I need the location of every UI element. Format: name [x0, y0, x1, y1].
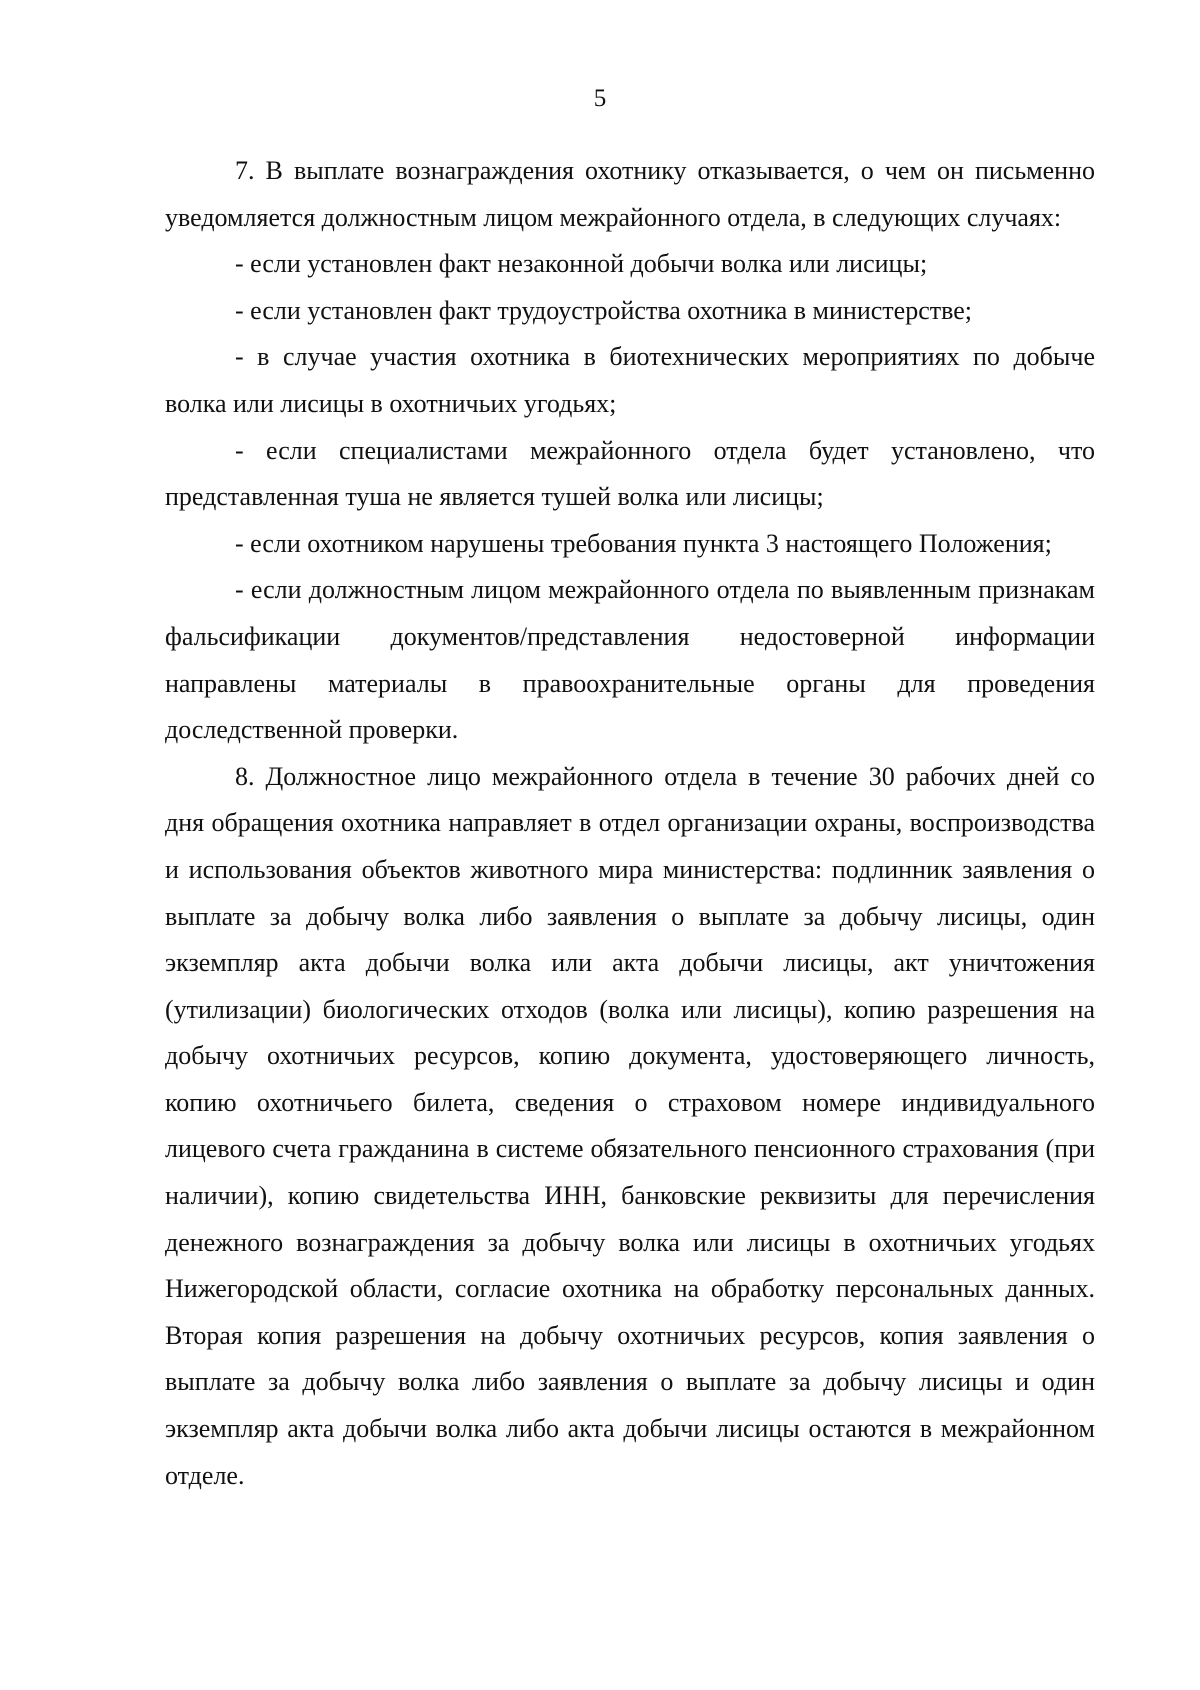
list-item-carcass-mismatch: - если специалистами межрайонного отдела будет установлено, что представленная туша не является тушей волка или лисицы; — [165, 435, 1095, 512]
page-number: 5 — [593, 85, 607, 112]
document-body — [165, 148, 1095, 1499]
list-item-clause-3-violation: - если охотником нарушены требования пункта 3 настоящего Положения; — [235, 528, 1052, 558]
list-item-falsification: - если должностным лицом межрайонного отдела по выявленным признакам фальсификации документов/представления недостоверной информации направлены материалы в правоохранительные органы для проведения доследственной проверки. — [165, 575, 1095, 745]
list-item-illegal-hunting: - если установлен факт незаконной добычи волка или лисицы; — [235, 249, 928, 279]
list-item-employment: - если установлен факт трудоустройства охотника в министерстве; — [235, 295, 972, 325]
paragraph-7-intro: 7. В выплате вознаграждения охотнику отказывается, о чем он письменно уведомляется должностным лицом межрайонного отдела, в следующих случаях: — [165, 156, 1095, 232]
list-item-biotechnical-participation: - в случае участия охотника в биотехнических мероприятиях по добыче волка или лисицы в охотничьих угодьях; — [165, 342, 1095, 418]
paragraph-8: 8. Должностное лицо межрайонного отдела в течение 30 рабочих дней со дня обращения охотника направляет в отдел организации охраны, воспроизводства и использования объектов животного мира министерства: подлинник заявления о выплате за добычу волка либо заявления о выплате за добычу лисицы, один экземпляр акта добычи волка или акта добычи лисицы, акт уничтожения (утилизации) биологических отходов (волка или лисицы), копию разрешения на добычу охотничьих ресурсов, копию документа, удостоверяющего личность, копию охотничьего билета, сведения о страховом номере индивидуального лицевого счета гражданина в системе обязательного пенсионного страхования (при наличии), копию свидетельства ИНН, банковские реквизиты для перечисления денежного вознаграждения за добычу волка или лисицы в охотничьих угодьях Нижегородской области, согласие охотника на обработку персональных данных. Вторая копия разрешения на добычу охотничьих ресурсов, копия заявления о выплате за добычу волка либо заявления о выплате за добычу лисицы и один экземпляр акта добычи волка либо акта добычи лисицы остаются в межрайонном отделе. — [165, 761, 1095, 1490]
